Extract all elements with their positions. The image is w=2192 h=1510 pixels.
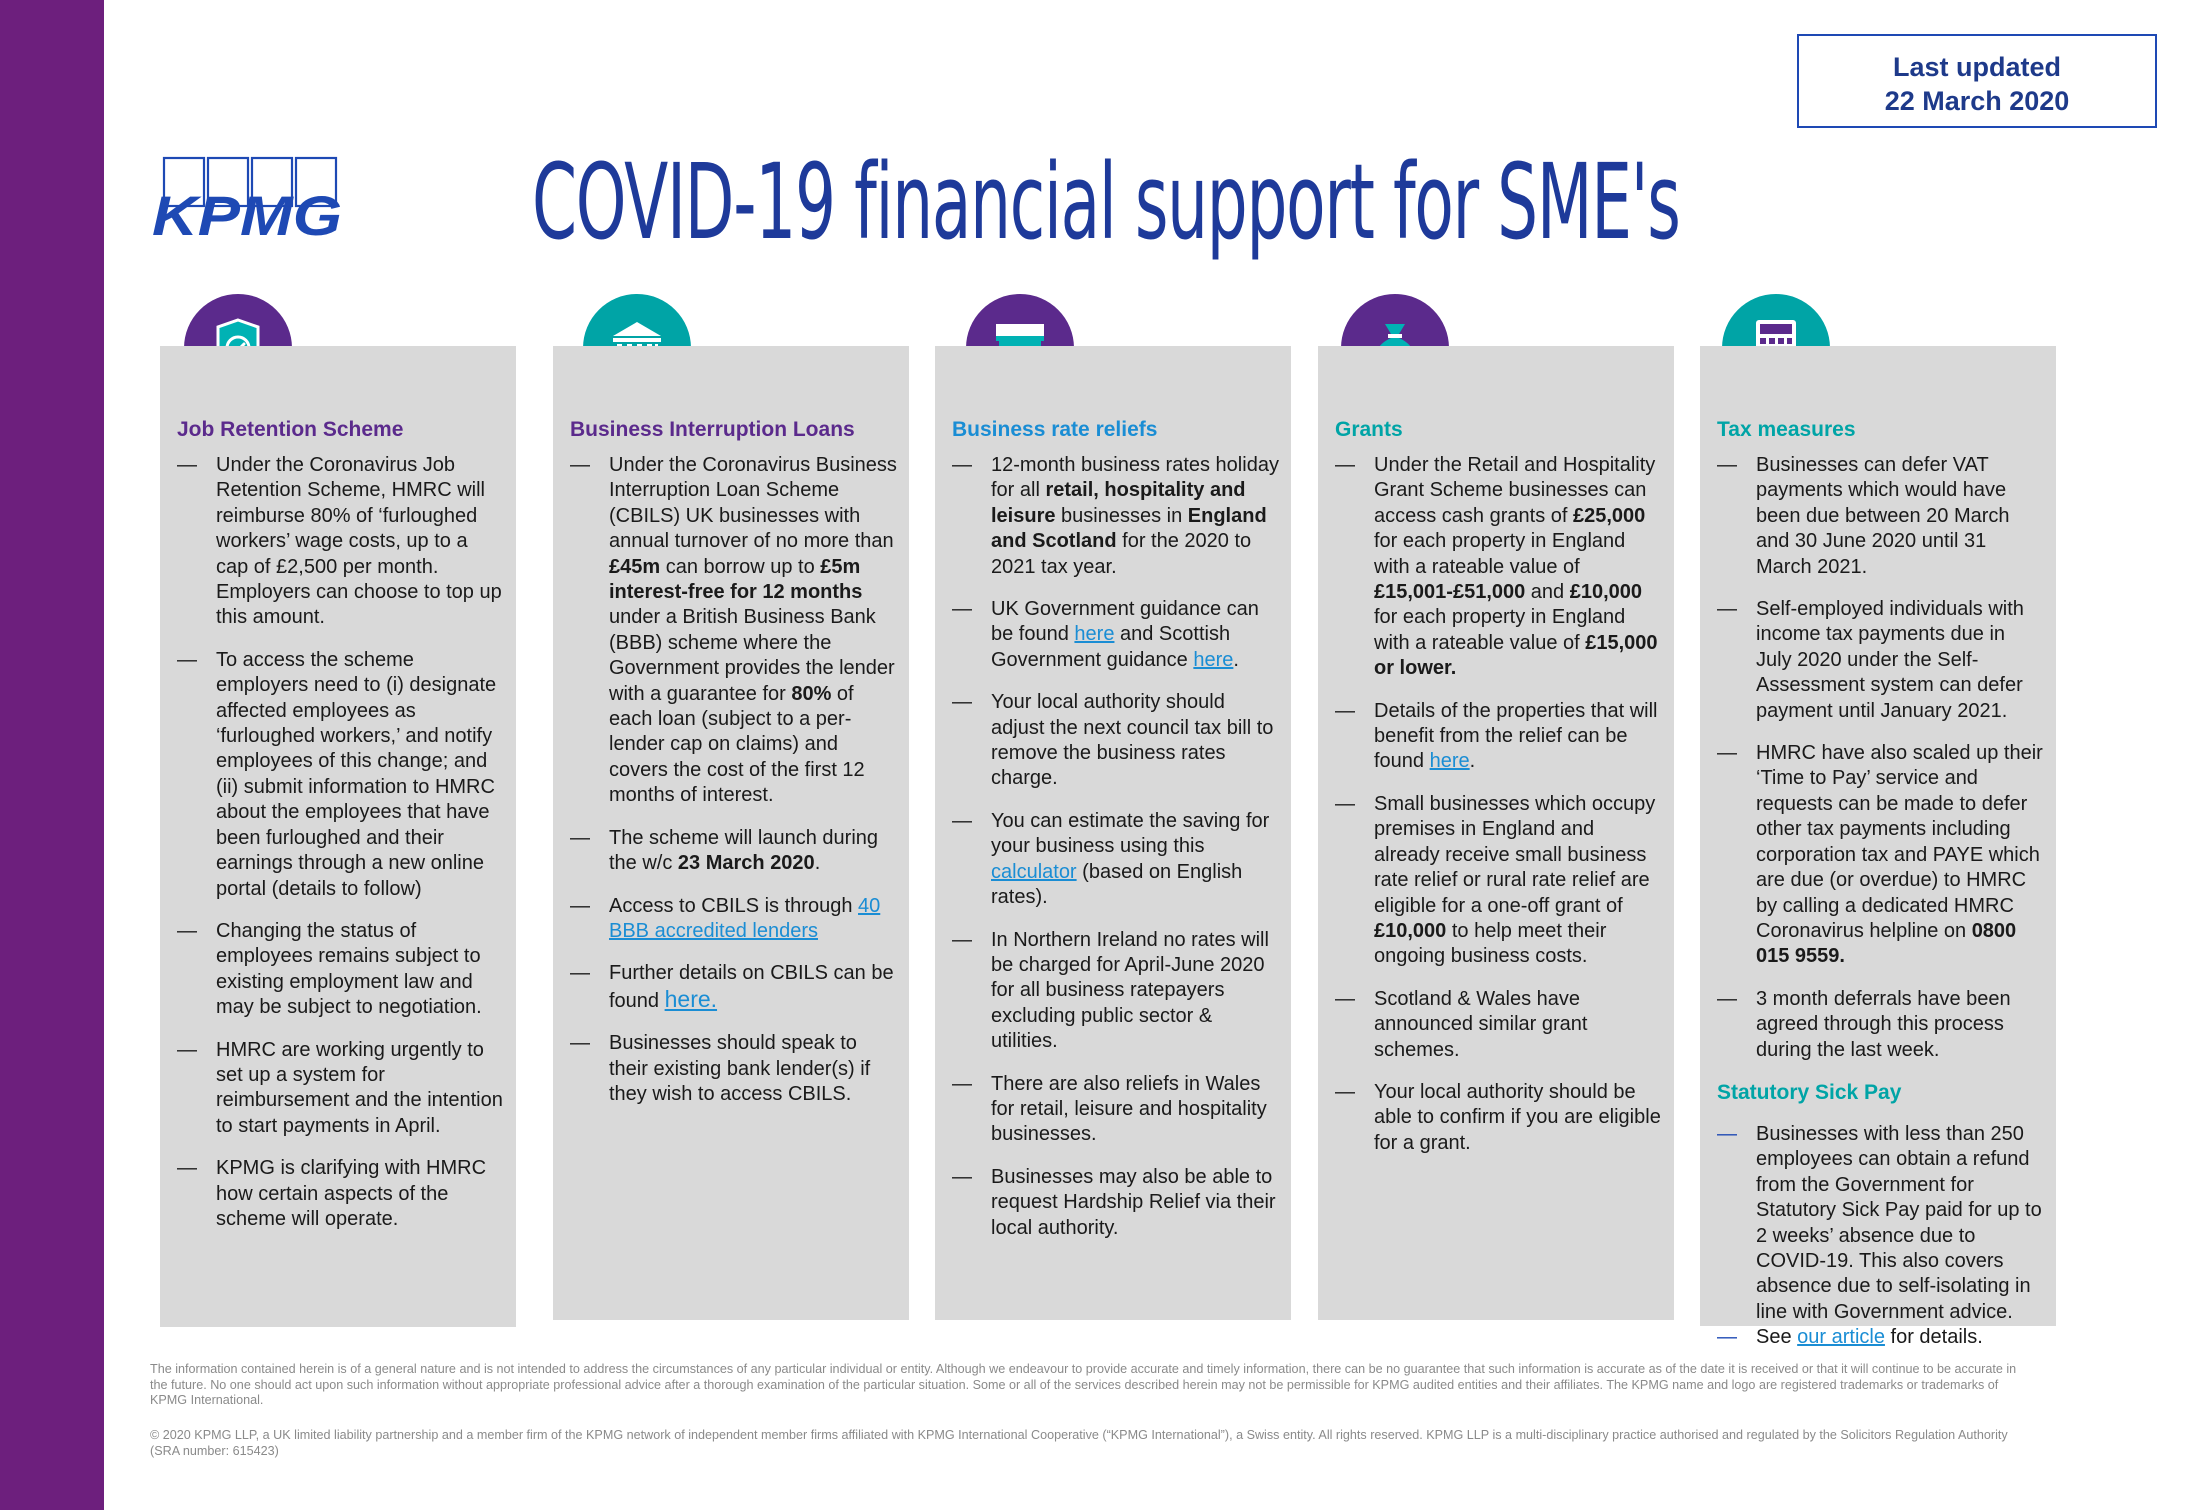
last-updated-date: 22 March 2020 [1884,86,2070,116]
scottish-guidance-link[interactable]: here [1193,648,1234,671]
last-updated-box [1797,34,2157,128]
sidebar-band [0,0,104,1510]
list-item: — 3 month deferrals have been agreed through this process during the last week. [1717,987,2044,1063]
list-item: — Businesses with less than 250 employees can obtain a refund from the Government for Statutory Sick Pay paid for up to 2 weeks’ absence due to COVID-19. This also covers absence due to self-isolating in line with Government advice. [1717,1122,2044,1325]
list-item: — Access to CBILS is through 40 BBB accredited lenders [570,894,897,945]
list-item: — Businesses should speak to their existing bank lender(s) if they wish to access CBILS. [570,1031,897,1107]
list-item: — Changing the status of employees remains subject to existing employment law and may be subject to negotiation. [177,919,504,1021]
list-item: — Under the Retail and Hospitality Grant Scheme businesses can access cash grants of £25,000 for each property in England with a rateable value of £15,001-£51,000 and £10,000 for each property in England with a rateable value of £15,000 or lower. [1335,453,1662,682]
calculator-link[interactable]: calculator [991,860,1077,883]
column-tax-measures [1700,346,2056,1349]
column-title: Business Interruption Loans [570,418,855,441]
list-item: — The scheme will launch during the w/c 23 March 2020. [570,826,897,877]
uk-guidance-link[interactable]: here [1074,623,1115,646]
list-item: — Your local authority should adjust the next council tax bill to remove the business rates charge. [952,690,1279,792]
list-item: — See our article for details. [1717,1325,2044,1350]
column-rate-reliefs [935,346,1291,1320]
list-item: — Scotland & Wales have announced similar grant schemes. [1335,987,1662,1063]
list-item: — 12-month business rates holiday for all retail, hospitality and leisure businesses in England and Scotland for the 2020 to 2021 tax year. [952,453,1279,580]
list-item: — Under the Coronavirus Job Retention Scheme, HMRC will reimburse 80% of ‘furloughed workers’ wage costs, up to a cap of £2,500 per month. Employers can choose to top up this amount. [177,453,504,631]
column-grants [1318,346,1674,1320]
properties-link[interactable]: here [1429,750,1470,773]
list-item: — You can estimate the saving for your business using this calculator (based on English rates). [952,809,1279,911]
column-title: Job Retention Scheme [177,418,404,441]
svg-text:KPMG: KPMG [152,184,342,245]
list-item: — Businesses may also be able to request Hardship Relief via their local authority. [952,1165,1279,1241]
list-item: — HMRC have also scaled up their ‘Time to Pay’ service and requests can be made to defer other tax payments including corporation tax and PAYE which are due (or overdue) to HMRC by calling a dedicated HMRC Coronavirus helpline on 0800 015 9559. [1717,741,2044,970]
footer-copyright: © 2020 KPMG LLP, a UK limited liability partnership and a member firm of the KPMG network of independent member firms affiliated with KPMG International Cooperative (“KPMG International”), a Swiss entity. All rights reserved. KPMG LLP is a multi-disciplinary practice authorised and regulated by the Solicitors Regulation Authority (SRA number: 615423) [150,1428,2008,1458]
list-item: — HMRC are working urgently to set up a system for reimbursement and the intention to start payments in April. [177,1038,504,1140]
page-title: COVID-19 financial support for SME's [532,141,1680,263]
list-item: — Self-employed individuals with income tax payments due in July 2020 under the Self-Assessment system can defer payment until January 2021. [1717,597,2044,724]
column-title: Grants [1335,418,1403,441]
section-subtitle: Statutory Sick Pay [1717,1080,1902,1104]
article-link[interactable]: our article [1797,1326,1885,1349]
list-item: — Businesses can defer VAT payments which would have been due between 20 March and 30 June 2020 until 31 March 2021. [1717,453,2044,580]
list-item: — Your local authority should be able to confirm if you are eligible for a grant. [1335,1080,1662,1156]
column-job-retention [160,346,516,1327]
list-item: — KPMG is clarifying with HMRC how certain aspects of the scheme will operate. [177,1156,504,1232]
cbils-details-link[interactable]: here. [664,985,718,1012]
list-item: — To access the scheme employers need to (i) designate affected employees as ‘furloughed workers,’ and notify employees of this change; and (ii) submit information to HMRC about the employees that have been furloughed and their earnings through a new online portal (details to follow) [177,648,504,902]
list-item: — Further details on CBILS can be found here. [570,961,897,1014]
kpmg-logo [150,155,350,245]
list-item: — UK Government guidance can be found here and Scottish Government guidance here. [952,597,1279,673]
column-title: Tax measures [1717,418,1856,441]
list-item: — In Northern Ireland no rates will be charged for April-June 2020 for all business ratepayers excluding public sector & utilities. [952,928,1279,1055]
list-item: — Small businesses which occupy premises in England and already receive small business rate relief or rural rate relief are eligible for a one-off grant of £10,000 to help meet their ongoing business costs. [1335,792,1662,970]
footer-disclaimer: The information contained herein is of a general nature and is not intended to address the circumstances of any particular individual or entity. Although we endeavour to provide accurate and timely information, there can be no guarantee that such information is accurate as of the date it is received or that it will continue to be accurate in the future. No one should act upon such information without appropriate professional advice after a thorough examination of the particular situation. Some or all of the services described herein may not be permissible for KPMG audited entities and their affiliates. The KPMG name and logo are registered trademarks or trademarks of KPMG International. [150,1362,2017,1408]
last-updated-label: Last updated [1892,52,2061,82]
column-business-loans [553,346,909,1320]
column-title: Business rate reliefs [952,418,1158,441]
accredited-lenders-link[interactable]: 40 BBB accredited lenders [609,894,881,942]
list-item: — Under the Coronavirus Business Interruption Loan Scheme (CBILS) UK businesses with annual turnover of no more than £45m can borrow up to £5m interest-free for 12 months under a British Business Bank (BBB) scheme where the Government provides the lender with a guarantee for 80% of each loan (subject to a per-lender cap on claims) and covers the cost of the first 12 months of interest. [570,453,897,809]
list-item: — Details of the properties that will benefit from the relief can be found here. [1335,699,1662,775]
list-item: — There are also reliefs in Wales for retail, leisure and hospitality businesses. [952,1072,1279,1148]
